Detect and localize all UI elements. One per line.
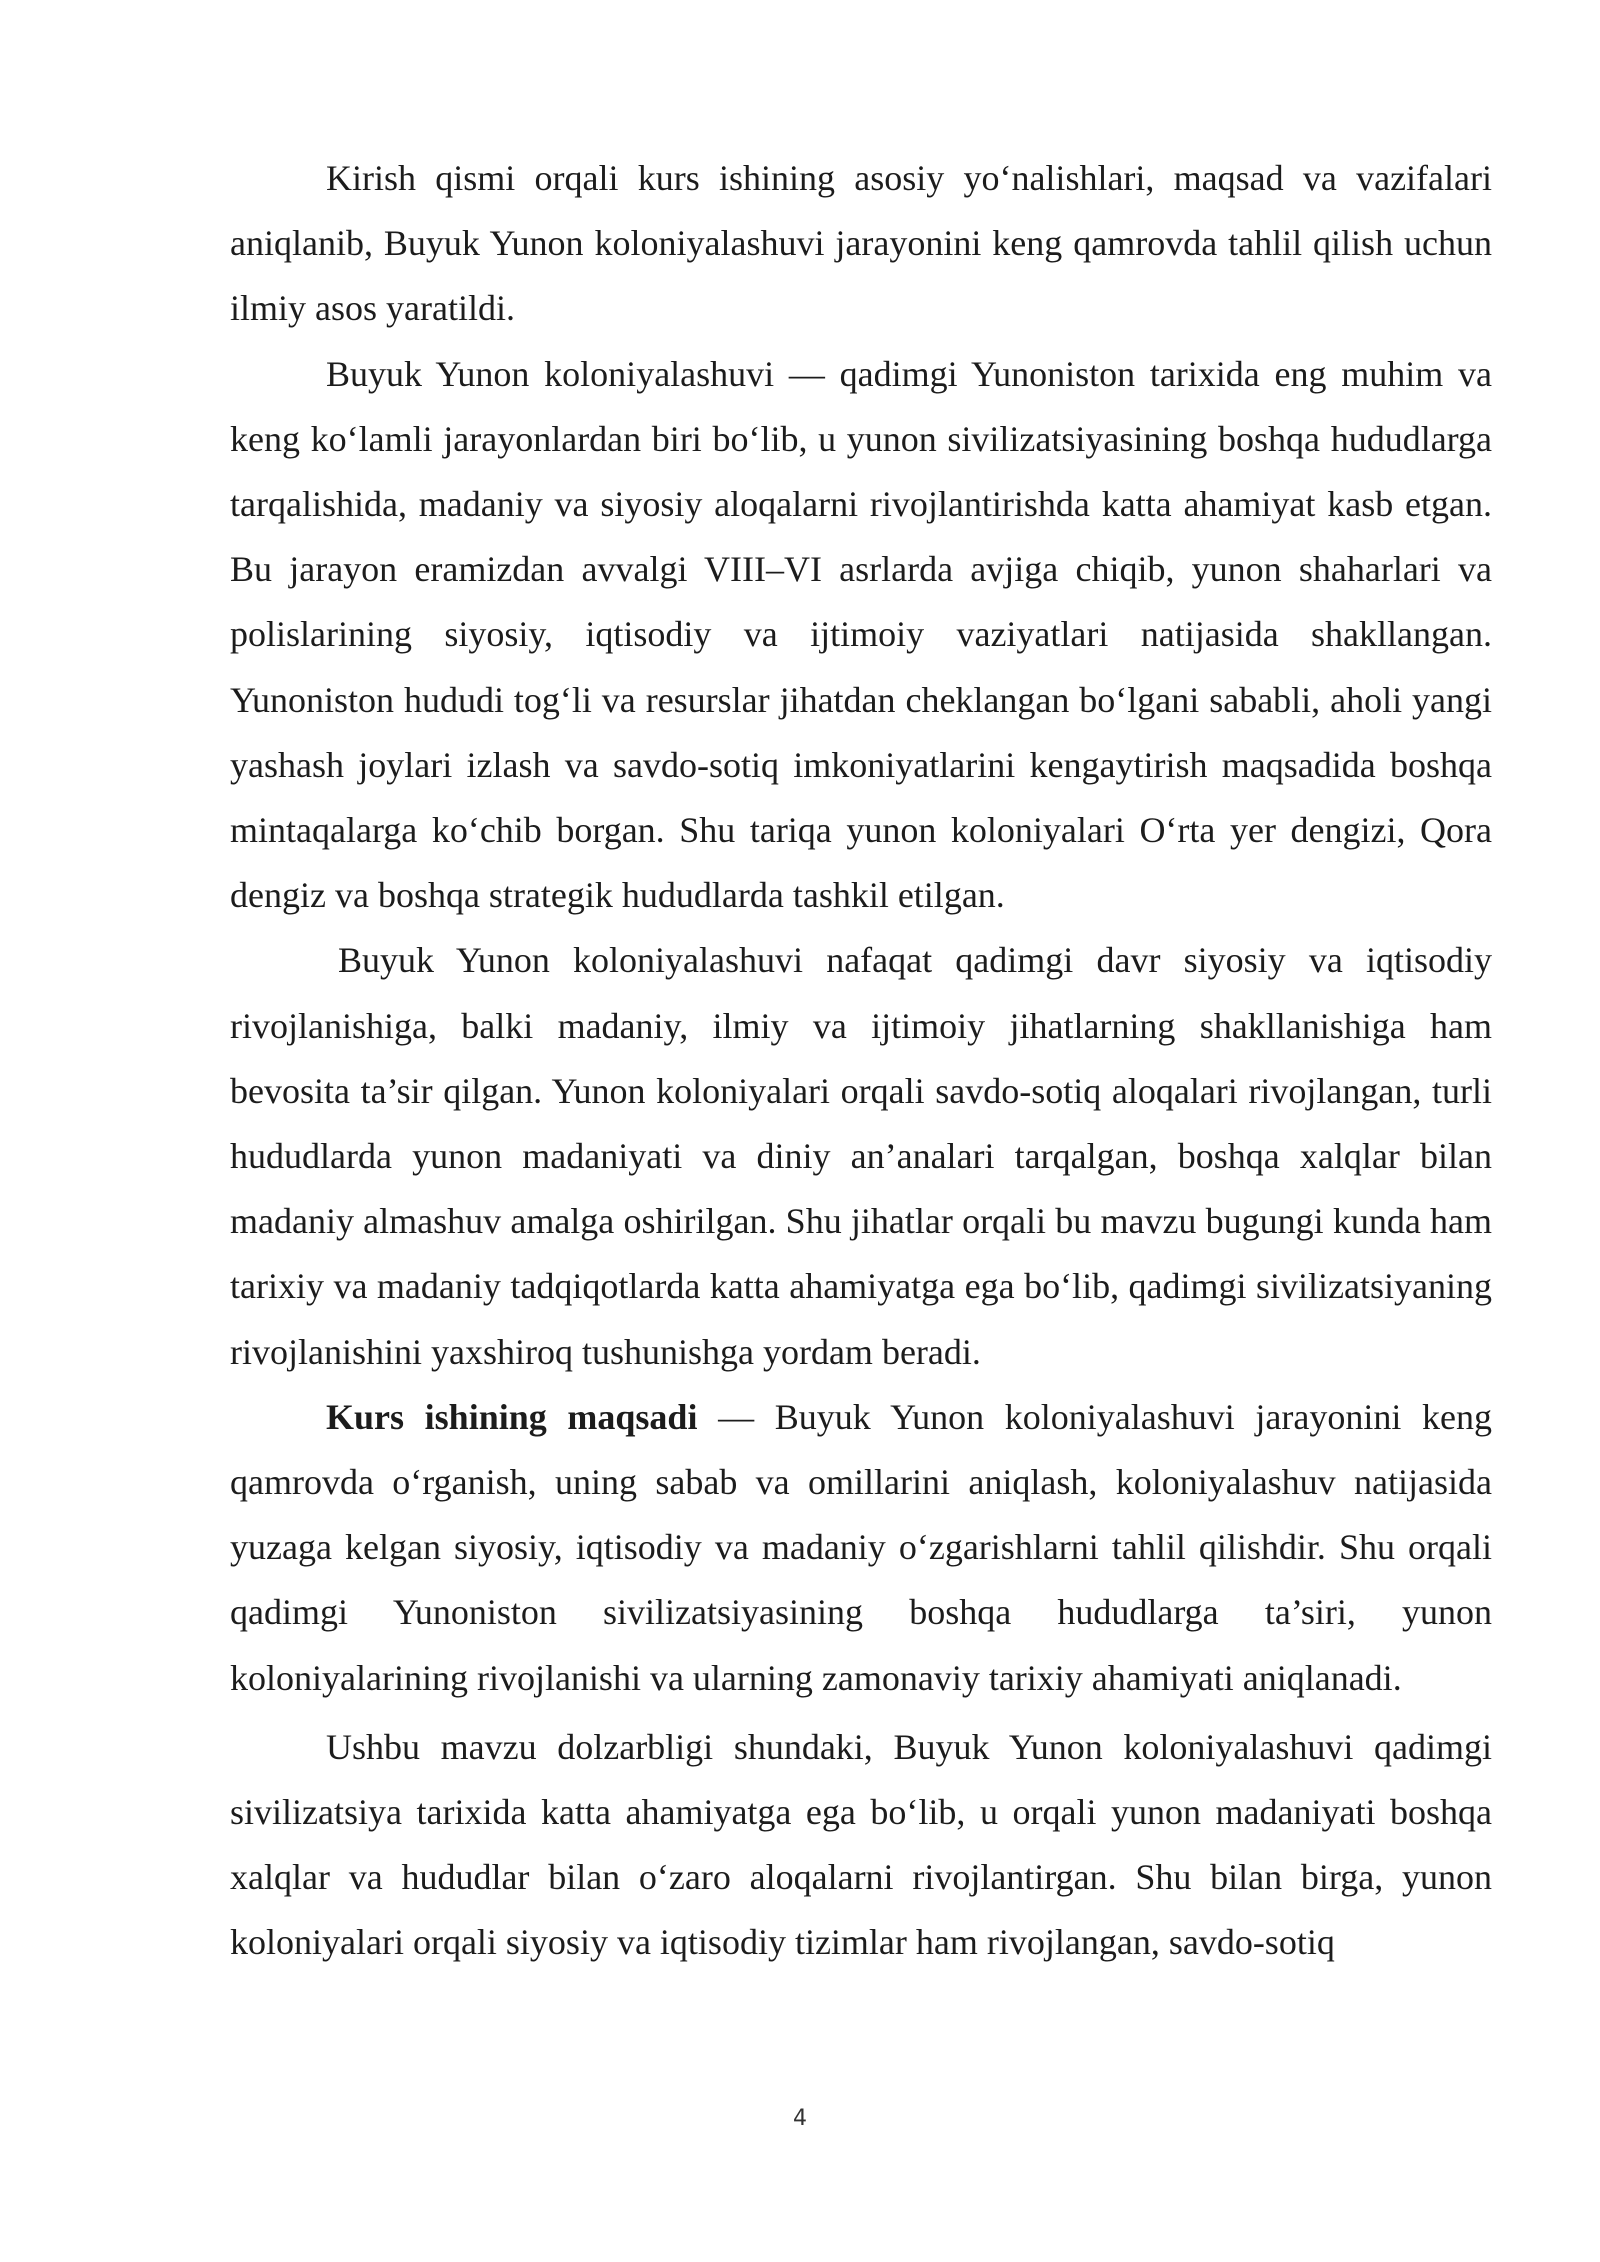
paragraph-intro-summary: Kirish qismi orqali kurs ishining asosiy yo‘nalishlari, maqsad va vazifalari aniqlanib, Buyuk Yunon koloniyalashuvi jarayonini keng qamrovda tahlil qilish uchun ilmiy asos yaratildi. xyxy=(230,158,1492,329)
paragraph-course-goal xyxy=(230,1385,1492,1711)
course-goal-heading: Kurs ishining maqsadi xyxy=(326,1396,698,1437)
paragraph-colonization-overview: Buyuk Yunon koloniyalashuvi — qadimgi Yunoniston tarixida eng muhim va keng ko‘lamli jarayonlardan biri bo‘lib, u yunon sivilizatsiyasining boshqa hududlarga tarqalishida, madaniy va siyosiy aloqalarni rivojlantirishda katta ahamiyat kasb etgan. Bu jarayon eramizdan avvalgi VIII–VI asrlarda avjiga chiqib, yunon shaharlari va polislarining siyosiy, iqtisodiy va ijtimoiy vaziyatlari natijasida shakllangan. Yunoniston hududi tog‘li va resurslar jihatdan cheklangan bo‘lgani sababli, aholi yangi yashash joylari izlash va savdo-sotiq imkoniyatlarini kengaytirish maqsadida boshqa mintaqalarga ko‘chib borgan. Shu tariqa yunon koloniyalari O‘rta yer dengizi, Qora dengiz va boshqa strategik hududlarda tashkil etilgan. xyxy=(230,353,1492,916)
course-goal-text: — Buyuk Yunon koloniyalashuvi jarayonini keng qamrovda o‘rganish, uning sabab va omillarini aniqlash, koloniyalashuv natijasida yuzaga kelgan siyosiy, iqtisodiy va madaniy o‘zgarishlarni tahlil qilishdir. Shu orqali qadimgi Yunoniston sivilizatsiyasining boshqa hududlarga ta’siri, yunon koloniyalarining rivojlanishi va ularning zamonaviy tarixiy ahamiyati aniqlanadi. xyxy=(230,1396,1492,1698)
paragraph-topic-relevance: Ushbu mavzu dolzarbligi shundaki, Buyuk Yunon koloniyalashuvi qadimgi sivilizatsiya tarixida katta ahamiyatga ega bo‘lib, u orqali yunon madaniyati boshqa xalqlar va hududlar bilan o‘zaro aloqalarni rivojlantirgan. Shu bilan birga, yunon koloniyalari orqali siyosiy va iqtisodiy tizimlar ham rivojlangan, savdo-sotiq xyxy=(230,1726,1492,1963)
page-number: 4 xyxy=(793,2106,807,2131)
paragraph-colonization-impact: Buyuk Yunon koloniyalashuvi nafaqat qadimgi davr siyosiy va iqtisodiy rivojlanishiga, balki madaniy, ilmiy va ijtimoiy jihatlarning shakllanishiga ham bevosita ta’sir qilgan. Yunon koloniyalari orqali savdo-sotiq aloqalari rivojlangan, turli hududlarda yunon madaniyati va diniy an’analari tarqalgan, boshqa xalqlar bilan madaniy almashuv amalga oshirilgan. Shu jihatlar orqali bu mavzu bugungi kunda ham tarixiy va madaniy tadqiqotlarda katta ahamiyatga ega bo‘lib, qadimgi sivilizatsiyaning rivojlanishini yaxshiroq tushunishga yordam beradi. xyxy=(230,940,1492,1372)
body-text xyxy=(230,146,1492,1976)
